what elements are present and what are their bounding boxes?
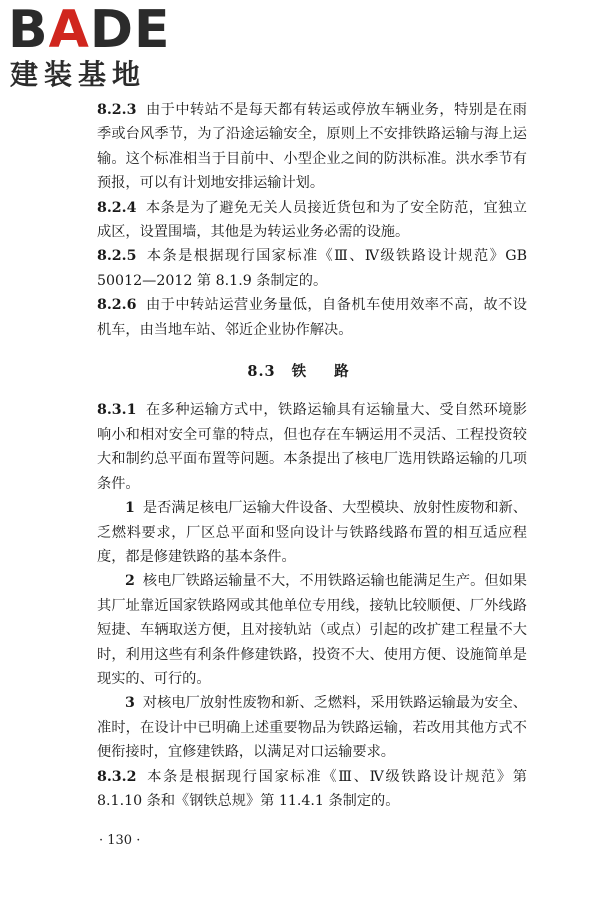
clause-text: 由于中转站不是每天都有转运或停放车辆业务，特别是在雨季或台风季节，为了沿途运输安全，原则上不安排铁路运输与海上运输。这个标准相当于目前中、小型企业之间的防洪标准。洪水季节有预报，可以有计划地安排运输计划。 [97, 102, 527, 192]
section-number: 8.3 [247, 363, 276, 381]
page-number: · 130 · [99, 833, 141, 848]
clause-number: 8.2.3 [97, 102, 137, 118]
clause-number: 8.2.6 [97, 297, 137, 314]
item-number: 2 [125, 573, 135, 590]
clause-8-2-5 [97, 244, 527, 293]
clause-text: 本条是根据现行国家标准《Ⅲ、Ⅳ级铁路设计规范》第 8.1.10 条和《钢铁总规》第 11.4.1 条制定的。 [97, 768, 527, 809]
item-text: 对核电厂放射性废物和新、乏燃料，采用铁路运输最为安全、准时，在设计中已明确上述重要物品为铁路运输，若改用其他方式不便衔接时，宜修建铁路，以满足对口运输要求。 [97, 695, 527, 761]
item-number: 3 [125, 695, 135, 712]
clause-8-2-4 [97, 196, 527, 245]
item-text: 是否满足核电厂运输大件设备、大型模块、放射性废物和新、乏燃料要求，厂区总平面和竖向设计与铁路线路布置的相互适应程度，都是修建铁路的基本条件。 [97, 500, 527, 565]
logo-accent-letter: A [48, 0, 90, 60]
clause-text: 在多种运输方式中，铁路运输具有运输量大、受自然环境影响小和相对安全可靠的特点，但也存在车辆运用不灵活、工程投资较大和制约总平面布置等问题。本条提出了核电厂选用铁路运输的几项条件。 [97, 402, 527, 492]
clause-8-2-6 [97, 293, 527, 342]
clause-text: 本条是根据现行国家标准《Ⅲ、Ⅳ级铁路设计规范》GB 50012—2012 第 8.1.9 条制定的。 [97, 248, 527, 289]
clause-8-3-2 [97, 765, 527, 814]
clause-8-3-1 [97, 398, 527, 496]
logo-wordmark: BADE [8, 0, 171, 60]
item-text: 核电厂铁路运输量不大，不用铁路运输也能满足生产。但如果其厂址靠近国家铁路网或其他单位专用线，接轨比较顺便、厂外线路短捷、车辆取送方便，且对接轨站（或点）引起的改扩建工程量不大时，利用这些有利条件修建铁路，投资不大、使用方便、设施简单是现实的、可行的。 [97, 573, 527, 687]
clause-number: 8.2.4 [97, 199, 137, 216]
item-number: 1 [125, 500, 135, 517]
document-body [97, 98, 527, 813]
section-heading [97, 360, 527, 384]
clause-number: 8.3.1 [97, 402, 137, 419]
clause-number: 8.2.5 [97, 248, 137, 265]
clause-text: 由于中转站运营业务量低，自备机车使用效率不高，故不设机车，由当地车站、邻近企业协作解决。 [97, 297, 527, 338]
clause-number: 8.3.2 [97, 768, 137, 785]
logo-subtitle: 建装基地 [10, 58, 147, 91]
bade-logo [8, 0, 178, 96]
section-title: 铁路 [291, 363, 377, 381]
list-item [97, 569, 527, 691]
clause-8-2-3 [97, 98, 527, 196]
clause-text: 本条是为了避免无关人员接近货包和为了安全防范，宜独立成区，设置围墙，其他是为转运业务必需的设施。 [97, 199, 527, 241]
list-item [97, 496, 527, 569]
list-item [97, 691, 527, 764]
